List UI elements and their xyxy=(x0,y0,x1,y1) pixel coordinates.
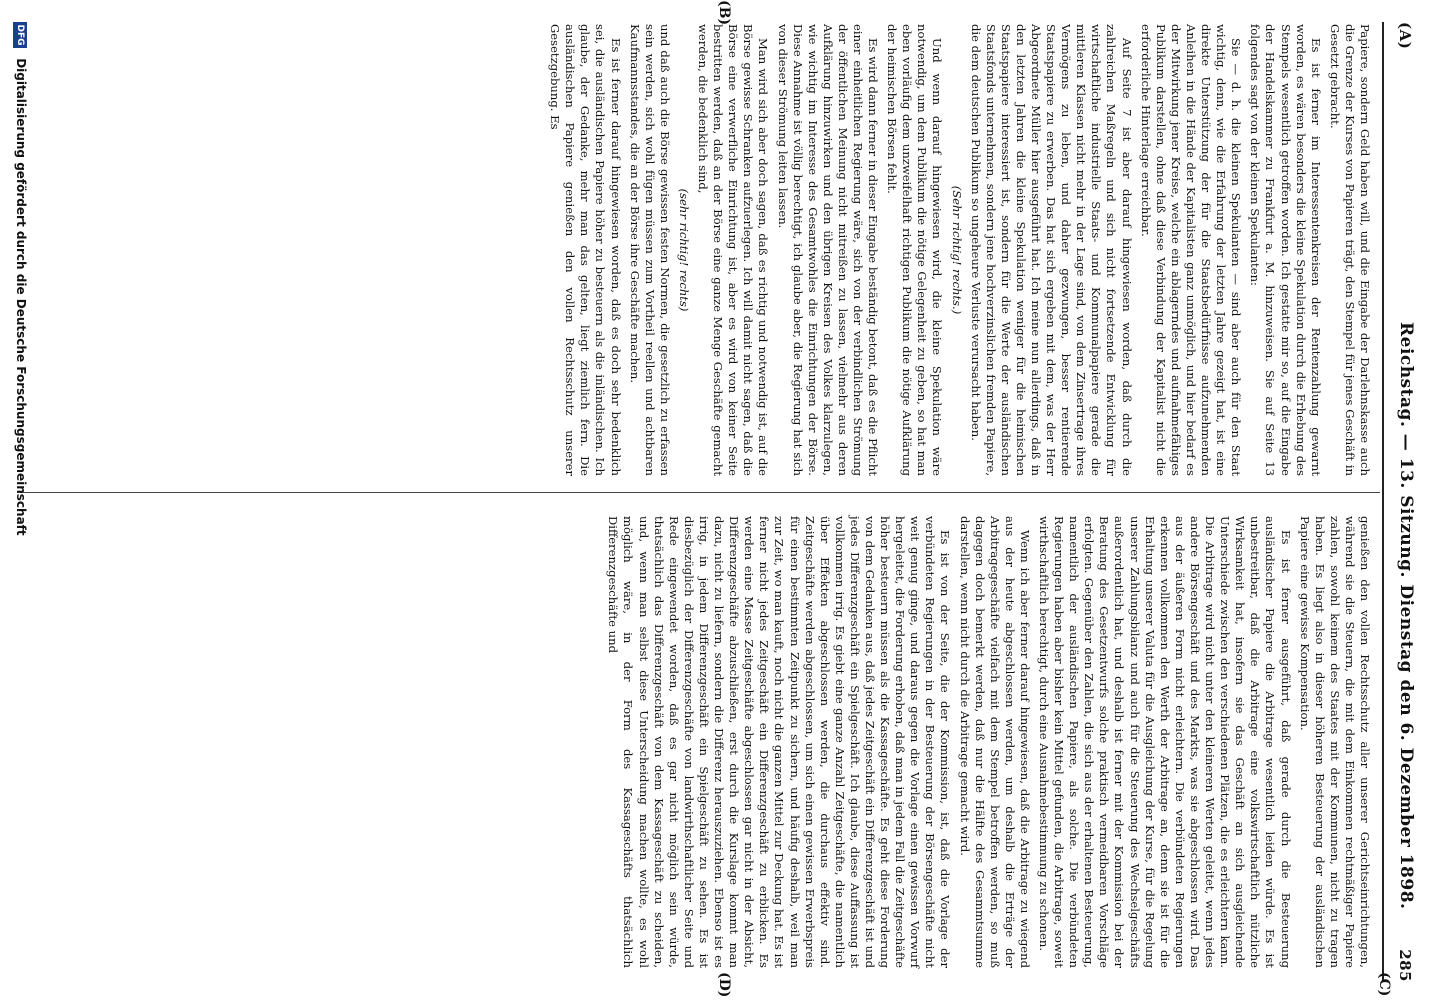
header-margin-marker: (A) xyxy=(1396,22,1414,50)
margin-marker-b: (B) xyxy=(716,0,732,26)
block-quote: Sie — d. h. die kleinen Spekulanten — sind aber auch für den Staat wichtig, denn, wie die Erfahrung der letzten Jahre gezeigt hat, ist eine direkte Unterstützung der für die Staatsbedürfnisse aufzunehmenden Anleihen in die Hände der Kapitalisten ganz unmöglich, und hier bedarf es der Mitwirkung jener Kreise, welche ein ablagerndes und aufnahmefähiges Publikum darstellen, ohne daß diese Verbindung der Kapitalist nicht die erforderliche Hinterlage erreichbar. xyxy=(1138,24,1244,476)
paragraph: Es ist ferner im Interessentenkreisen der Rentenzahlung gewarnt worden, es wären besonders die kleine Spekulation durch die Erhebung des Stempels wesentlich getroffen worden. Ich gestatte mir so, auf die Eingabe der Handelskammer zu Frankfurt a. M. hinzuweisen. Sie auf Seite 13 folgendes sagt von der kleinen Spekulanten: xyxy=(1248,24,1323,476)
right-text-column xyxy=(601,516,1372,968)
left-text-column xyxy=(543,24,1372,476)
column-divider xyxy=(20,492,1380,493)
margin-marker-c: (C) xyxy=(1376,972,1392,997)
paragraph: genießen den vollen Rechtsschutz aller unserer Gerichtseinrichtungen, während sie die Steuern, die mit dem Einkommen rechtmäßiger Papiere zahlen, sowohl keinem des Staates mit der Kommunen, nicht zu tragen haben. Es liegt also in dieser höheren Besteuerung der ausländischen Papiere eine gewisse Kompensation. xyxy=(1297,516,1372,968)
paragraph: Wenn ich aber ferner darauf hingewiesen, daß die Arbitrage zu wiegend aus der heute abgeschlossen werden, um deshalb die Erträge der Arbitragegeschäfte vielfach mit dem Stempel betroffen werden, so muß dagegen doch bemerkt werden, daß nur die Hälfte des Gesammtsumme darstellen, wenn nicht durch die Arbitrage gemacht wird. xyxy=(957,516,1032,968)
interjection: (Sehr richtig! rechts.) xyxy=(949,185,964,315)
running-header xyxy=(1388,22,1418,982)
paragraph: Man wird sich aber doch sagen, daß es richtig und notwendig ist, auf die Börse gewisse Schranken aufzuerlegen. Ich will damit nicht sagen, daß die Börse eine verwerfliche Einrichtung ist, aber es wird von keiner Seite bestritten werden, daß an der Börse eine ganze Menge Geschäfte gemacht werden, die bedenklich sind, xyxy=(696,24,771,476)
paragraph: Auf Seite 7 ist aber darauf hingewiesen worden, daß durch die zahlreichen Maßregeln und sich nicht fortsetzende Entwicklung für wirtschaftliche industrielle Staats- und Kommunalpapiere gerade die mittleren Klassen nicht mehr in der Lage sind, von dem Zinsertrage ihres Vermögens zu leben, und daher gezwungen, besser rentierende Staatspapiere zu erwerben. Das hat sich ergeben mit dem, was der Herr Abgeordnete Müller hier ausgeführt hat. Ich meine nun allerdings, daß in den letzten Jahren die kleine Spekulation weniger für die heimischen Staatspapiere interessiert ist, sondern für die Werte der ausländischen Staatsfonds unternehmen, sondern jene hochverzinslichen fremden Papiere, die dem deutschen Publikum so ungeheure Verluste verursacht haben. xyxy=(968,24,1134,476)
page-number: 285 xyxy=(1396,949,1414,982)
header-rule xyxy=(1382,22,1384,982)
paragraph: Es ist ferner darauf hingewiesen worden, daß es doch sehr bedenklich sei, die ausländischen Papiere höher zu besteuern als die inländischen. Ich glaube, der Gedanke, mehr man das gelten, liegt ziemlich fern. Die ausländischen Papiere genießen den vollen Rechtsschutz unserer Gesetzgebung. Es xyxy=(548,24,623,476)
digitization-credit xyxy=(6,22,28,982)
credit-text: Digitalisierung gefördert durch die Deutsche Forschungsgemeinschaft xyxy=(14,58,28,536)
margin-marker-d: (D) xyxy=(716,972,732,998)
paragraph: und daß auch die Börse gewissen festen Normen, die gesetzlich zu erfassen sein werden, sich wohl fügen müssen zum Vortheil reellen und achtbaren Kaufmannsstandes, die an der Börse ihre Geschäfte machen. xyxy=(627,24,672,476)
paragraph: Es wird dann ferner in dieser Eingabe beständig betont, daß es die Pflicht einer einheitlichen Regierung wäre, sich von der verbindlichen Strömung der öffentlichen Meinung nicht mitreißen zu lassen, vielmehr aus deren Aufklärung hinzuwirken und den übrigen Kreisen des Volkes klarzulegen, wie wichtig im Interesse des Gesamtwohles die Einrichtungen der Börse. Diese Annahme ist völlig berechtigt, ich glaube aber, die Regierung hat sich von dieser Strömung leiten lassen. xyxy=(775,24,881,476)
paragraph: Es ist ferner ausgeführt, daß gerade durch die Besteuerung ausländischer Papiere die Arbitrage wesentlich leiden würde. Es ist unbestreitbar, daß die Arbitrage eine volkswirtschaftlich nützliche Wirksamkeit hat, insofern sie das Geschäft an sich ausgleichende Unterschiede zwischen den verschiedenen Plätzen, die es erleichtern kann. Die Arbitrage wird nicht unter den kleineren Werten geleitet, wenn jedes andere Börsengeschäft und des Markts, was sie abgeschlossen wird. Das aus der äußeren Form nicht erleichtern. Die verbündeten Regierungen erkennen vollkommen den Werth der Arbitrage an, denn sie ist für die Erhaltung unserer Valuta für die Ausgleichung der Kurse, für die Regelung unserer Zahlungsbilanz und auch für die Steuerung des Wechselgeschäfts außerordentlich hat, und deshalb ist ferner mit der Kommission bei der Beratung des Gesetzentwurfs solche praktisch vermeidbaren Vorschläge erfolgten. Gegenüber den Zahlen, die sich aus der erhaltenen Besteuerung, namentlich der ausländischen Papiere, als solche. Die verbündeten Regierungen haben aber bisher kein Mittel gefunden, die Arbitrage, soweit wirthschaftlich berechtigt, durch eine Ausnahmebestimmung zu schonen. xyxy=(1037,516,1293,968)
header-title: Reichstag. — 13. Sitzung. Dienstag den 6. Dezember 1898. xyxy=(1396,322,1416,910)
dfg-logo-icon: DFG xyxy=(14,22,28,48)
interjection: (sehr richtig! rechts) xyxy=(676,188,691,312)
paragraph: Und wenn darauf hingewiesen wird, die kleine Spekulation wäre notwendig, um dem Publikum die nötige Gelegenheit zu geben, so hat man eben vorläufig dem unzweifelhaft richtigen Publikum die nötige Aufklärung der heimischen Börsen fehlt. xyxy=(885,24,945,476)
paragraph: Es ist von der Seite, die der Kommission, ist, daß die Vorlage der verbündeten Regierungen in der Besteuerung der Börsengeschäfte nicht weit genug ginge, und daraus gegen die Vorlage einen gewissen Vorwurf hergeleitet, die Forderung erhoben, daß man in jedem Fall die Zeitgeschäfte höher besteuern müssen als die Kassageschäfte. Es geht diese Forderung von dem Gedanken aus, daß jedes Zeitgeschäft ein Differenzgeschäft ist und jedes Differenzgeschäft ein Spielgeschäft. Ich glaube, diese Auffassung ist vollkommen irrig. Es giebt eine ganze Anzahl Zeitgeschäfte, die namentlich über Effekten abgeschlossen werden, die durchaus effektiv sind. Zeitgeschäfte werden abgeschlossen, um sich einen gewissen Erwerbspreis für einen bestimmten Zeitpunkt zu sichern, und häufig deshalb, weil man zur Zeit, wo man kauft, noch nicht die ganzen Mittel zur Deckung hat. Es ist ferner nicht jedes Zeitgeschäft ein Differenzgeschäft zu erblicken. Es werden eine Masse Zeitgeschäfte abgeschlossen gar nicht in der Absicht, Differenzgeschäfte abzuschließen, erst durch die Kurslage kommt man dazu, nicht zu liefern, sondern die Differenz herauszuziehen. Ebenso ist es irrig, in jedem Differenzgeschäft ein Spielgeschäft zu sehen. Es ist diesbezüglich der Differenzgeschäfte von landwirthschaftlicher Seite und Rede eingewendet worden, daß es gar nicht möglich sein würde, thatsächlich das Differenzgeschäft von dem Kassageschäft zu scheiden, und, wenn man selbst diese Unterscheidung machen wollte, es wohl möglich wäre, in der Form des Kassageschäfts thatsächlich Differenzgeschäfte und xyxy=(606,516,953,968)
paragraph: Papiere, sondern Geld haben will, und die Eingabe der Darlehnskasse auch die Grenze der Kurses von Papieren trägt, den Stempel für jenes Geschäft in Gesetzt gebracht. xyxy=(1327,24,1372,476)
